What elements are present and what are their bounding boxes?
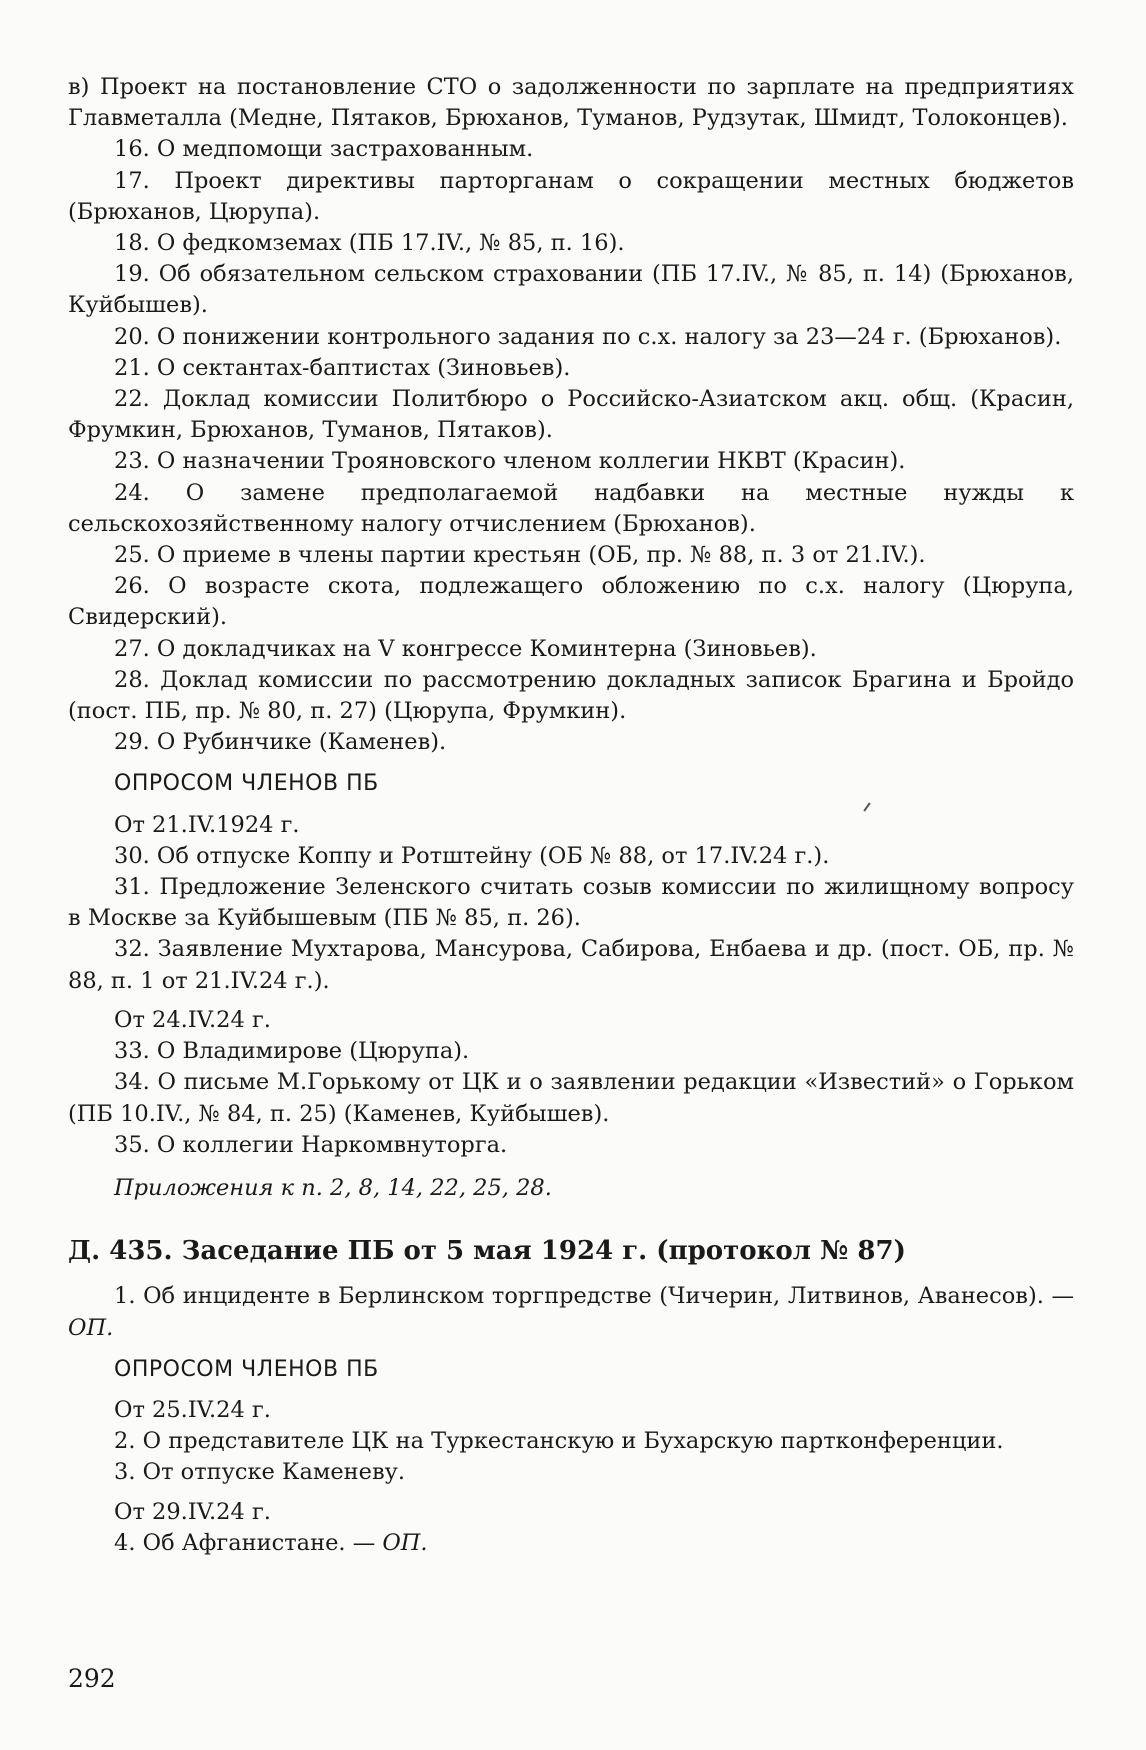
- date-line-4: От 29.IV.24 г.: [114, 1498, 271, 1525]
- list-item: в) Проект на постановление СТО о задолженности по зарплате на предприятиях Главметалла (Медне, Пятаков, Брюханов, Туманов, Рудзутак, Шмидт, Толоконцев).: [68, 74, 1074, 132]
- doc-item-4: [68, 1528, 1074, 1559]
- list-item: 33. О Владимирове (Цюрупа).: [114, 1038, 470, 1065]
- list-item: 16. О медпомощи застрахованным.: [114, 136, 534, 163]
- date-line-2: От 24.IV.24 г.: [114, 1006, 271, 1033]
- doc-item-1-decision: ОП.: [68, 1314, 114, 1341]
- list-item: 34. О письме М.Горькому от ЦК и о заявлении редакции «Известий» о Горьком (ПБ 10.IV., № 84, п. 25) (Каменев, Куйбышев).: [68, 1069, 1074, 1127]
- list-item: 28. Доклад комиссии по рассмотрению докладных записок Брагина и Бройдо (пост. ПБ, пр. № 80, п. 27) (Цюрупа, Фрумкин).: [68, 666, 1074, 725]
- poll-heading-2: ОПРОСОМ ЧЛЕНОВ ПБ: [114, 1356, 379, 1382]
- list-item: 32. Заявление Мухтарова, Мансурова, Сабирова, Енбаева и др. (пост. ОБ, пр. № 88, п. 1 от 21.IV.24 г.).: [68, 936, 1074, 994]
- list-item: 35. О коллегии Наркомвнуторга.: [114, 1131, 508, 1158]
- list-item: 27. О докладчиках на V конгрессе Коминтерна (Зиновьев).: [114, 635, 817, 662]
- document-title: Д. 435. Заседание ПБ от 5 мая 1924 г. (протокол № 87): [68, 1236, 906, 1267]
- list-item: 20. О понижении контрольного задания по с.х. налогу за 23—24 г. (Брюханов).: [114, 323, 1062, 350]
- appendix-note: Приложения к п. 2, 8, 14, 22, 25, 28.: [114, 1174, 552, 1201]
- list-item: 24. О замене предполагаемой надбавки на местные нужды к сельскохозяйственному налогу отчислением (Брюханов).: [68, 479, 1074, 537]
- date-line-3: От 25.IV.24 г.: [114, 1396, 271, 1423]
- page-content: [68, 72, 1074, 1559]
- list-item: 18. О федкомземах (ПБ 17.IV., № 85, п. 16).: [114, 230, 625, 257]
- list-item: 17. Проект директивы парторганам о сокращении местных бюджетов (Брюханов, Цюрупа).: [68, 167, 1074, 225]
- list-item: 2. О представителе ЦК на Туркестанскую и Бухарскую партконференции.: [114, 1428, 1004, 1455]
- list-item: 23. О назначении Трояновского членом коллегии НКВТ (Красин).: [114, 448, 906, 475]
- doc-item-1: [68, 1281, 1074, 1343]
- list-item: 26. О возрасте скота, подлежащего обложению по с.х. налогу (Цюрупа, Свидерский).: [68, 573, 1074, 631]
- date-line-1: От 21.IV.1924 г.: [114, 811, 300, 838]
- list-item: 30. Об отпуске Коппу и Ротштейну (ОБ № 88, от 17.IV.24 г.).: [114, 842, 830, 869]
- list-item: 3. От отпуске Каменеву.: [114, 1459, 406, 1486]
- list-item: 25. О приеме в члены партии крестьян (ОБ, пр. № 88, п. 3 от 21.IV.).: [114, 542, 926, 569]
- items-list-date-2: [68, 1036, 1074, 1161]
- doc-item-4-decision: ОП.: [382, 1529, 428, 1556]
- poll-heading-1: ОПРОСОМ ЧЛЕНОВ ПБ: [114, 771, 379, 797]
- items-list-top: [68, 72, 1074, 758]
- items-list-date-1: [68, 841, 1074, 997]
- list-item: 22. Доклад комиссии Политбюро о Российско-Азиатском акц. общ. (Красин, Фрумкин, Брюханов, Туманов, Пятаков).: [68, 386, 1074, 444]
- list-item: 19. Об обязательном сельском страховании (ПБ 17.IV., № 85, п. 14) (Брюханов, Куйбышев).: [68, 261, 1074, 319]
- items-list-date-3: [68, 1426, 1074, 1488]
- list-item: 31. Предложение Зеленского считать созыв комиссии по жилищному вопросу в Москве за Куйбышевым (ПБ № 85, п. 26).: [68, 874, 1074, 932]
- doc-item-4-text: 4. Об Афганистане. —: [114, 1529, 376, 1556]
- page-number: 292: [68, 1664, 116, 1693]
- list-item: 29. О Рубинчике (Каменев).: [114, 729, 447, 756]
- doc-item-1-text: 1. Об инциденте в Берлинском торгпредстве (Чичерин, Литвинов, Аванесов). —: [114, 1283, 1074, 1310]
- list-item: 21. О сектантах-баптистах (Зиновьев).: [114, 354, 571, 381]
